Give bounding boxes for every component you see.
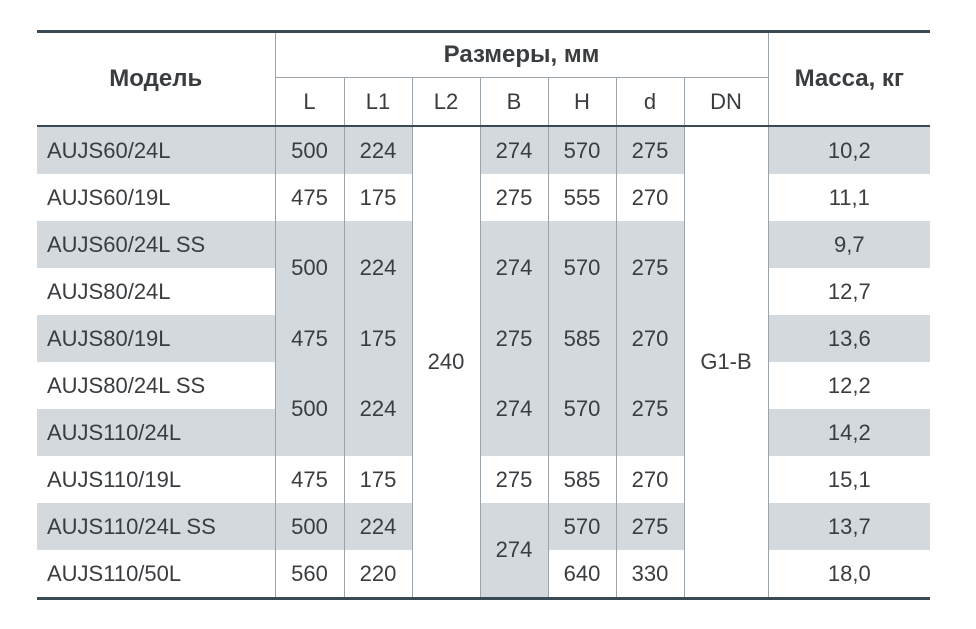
cell-mass: 13,6 (768, 315, 930, 362)
cell-L: 500 (275, 503, 344, 550)
cell-L: 500 (275, 221, 344, 315)
cell-model: AUJS110/24L SS (37, 503, 275, 550)
cell-model: AUJS110/24L (37, 409, 275, 456)
cell-mass: 9,7 (768, 221, 930, 268)
cell-mass: 13,7 (768, 503, 930, 550)
cell-model: AUJS60/24L (37, 126, 275, 174)
cell-H: 555 (548, 174, 616, 221)
cell-B: 275 (480, 456, 548, 503)
cell-model: AUJS80/24L (37, 268, 275, 315)
cell-B: 275 (480, 315, 548, 362)
header-mass: Масса, кг (768, 32, 930, 127)
cell-H: 570 (548, 362, 616, 456)
header-L2: L2 (412, 78, 480, 126)
cell-L: 475 (275, 456, 344, 503)
table-row (37, 362, 930, 409)
cell-mass: 12,7 (768, 268, 930, 315)
cell-mass: 18,0 (768, 550, 930, 599)
cell-mass: 11,1 (768, 174, 930, 221)
cell-model: AUJS60/24L SS (37, 221, 275, 268)
cell-H: 570 (548, 221, 616, 315)
cell-L1: 224 (344, 362, 412, 456)
cell-L: 475 (275, 315, 344, 362)
cell-B: 274 (480, 503, 548, 599)
dimensions-table-container (37, 30, 930, 600)
cell-d: 275 (616, 221, 684, 315)
cell-H: 585 (548, 315, 616, 362)
cell-d: 275 (616, 362, 684, 456)
dimensions-table (37, 30, 930, 600)
header-DN: DN (684, 78, 768, 126)
cell-model: AUJS110/50L (37, 550, 275, 599)
cell-L2-shared: 240 (412, 126, 480, 599)
cell-B: 274 (480, 362, 548, 456)
cell-d: 330 (616, 550, 684, 599)
cell-L1: 175 (344, 456, 412, 503)
cell-L: 475 (275, 174, 344, 221)
cell-H: 640 (548, 550, 616, 599)
table-row (37, 221, 930, 268)
cell-L1: 224 (344, 126, 412, 174)
cell-d: 270 (616, 174, 684, 221)
table-row (37, 126, 930, 174)
header-L1: L1 (344, 78, 412, 126)
header-H: H (548, 78, 616, 126)
cell-model: AUJS60/19L (37, 174, 275, 221)
table-row (37, 174, 930, 221)
cell-B: 275 (480, 174, 548, 221)
cell-B: 274 (480, 126, 548, 174)
cell-H: 570 (548, 503, 616, 550)
header-dimensions: Размеры, мм (275, 32, 768, 78)
header-B: B (480, 78, 548, 126)
cell-L1: 175 (344, 174, 412, 221)
cell-d: 275 (616, 503, 684, 550)
cell-L: 500 (275, 362, 344, 456)
cell-L1: 175 (344, 315, 412, 362)
cell-B: 274 (480, 221, 548, 315)
cell-model: AUJS80/24L SS (37, 362, 275, 409)
cell-L1: 224 (344, 503, 412, 550)
cell-DN-shared: G1-B (684, 126, 768, 599)
cell-mass: 14,2 (768, 409, 930, 456)
cell-model: AUJS110/19L (37, 456, 275, 503)
cell-L1: 224 (344, 221, 412, 315)
cell-mass: 10,2 (768, 126, 930, 174)
header-L: L (275, 78, 344, 126)
cell-L: 560 (275, 550, 344, 599)
table-row (37, 456, 930, 503)
cell-model: AUJS80/19L (37, 315, 275, 362)
cell-H: 570 (548, 126, 616, 174)
cell-d: 270 (616, 456, 684, 503)
cell-L1: 220 (344, 550, 412, 599)
table-row (37, 503, 930, 550)
cell-H: 585 (548, 456, 616, 503)
header-d: d (616, 78, 684, 126)
cell-d: 270 (616, 315, 684, 362)
cell-d: 275 (616, 126, 684, 174)
cell-mass: 12,2 (768, 362, 930, 409)
table-row (37, 315, 930, 362)
cell-L: 500 (275, 126, 344, 174)
header-model: Модель (37, 32, 275, 127)
cell-mass: 15,1 (768, 456, 930, 503)
